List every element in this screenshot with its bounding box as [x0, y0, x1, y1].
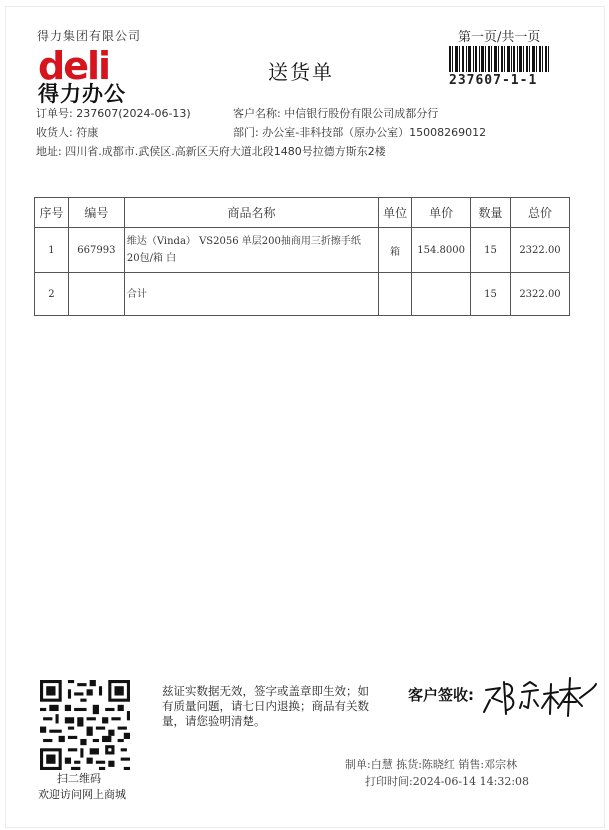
- qr-caption-welcome: 欢迎访问网上商城: [38, 788, 126, 801]
- address: [36, 143, 386, 159]
- table-row: [35, 228, 570, 273]
- receiver-value: 符康: [76, 126, 99, 139]
- qr-caption-scan: 扫二维码: [57, 772, 101, 785]
- customer-name: [233, 105, 438, 121]
- cell-total: 2322.00: [511, 228, 570, 273]
- table-row-summary: [35, 273, 570, 316]
- receiver-label: 收货人:: [36, 126, 73, 139]
- cell-code: 667993: [68, 228, 124, 273]
- deli-logo: [38, 44, 138, 107]
- items-table: [34, 197, 570, 316]
- customer-label: 客户名称:: [233, 107, 281, 120]
- makers-info: 制单:白慧 拣货:陈晓红 销售:邓宗林: [345, 758, 518, 771]
- address-value: 四川省.成都市.武侯区.高新区天府大道北段1480号拉德方斯东2楼: [65, 145, 386, 158]
- order-value: 237607(2024-06-13): [76, 107, 191, 120]
- order-label: 订单号:: [36, 107, 73, 120]
- company-name: 得力集团有限公司: [37, 29, 142, 43]
- table-header-row: [35, 198, 570, 228]
- barcode-icon: [449, 46, 549, 72]
- qr-code-icon: [40, 680, 130, 770]
- cell-no: 2: [35, 273, 69, 316]
- cell-qty: 15: [471, 228, 511, 273]
- address-label: 地址:: [36, 145, 62, 158]
- print-time: 打印时间:2024-06-14 14:32:08: [365, 775, 530, 788]
- dept-value: 办公室-非科技部（原办公室）15008269012: [262, 126, 487, 139]
- col-header-total: 总价: [511, 198, 570, 228]
- cell-code: [68, 273, 124, 316]
- document-title: 送货单: [268, 60, 334, 84]
- col-header-name: 商品名称: [124, 198, 378, 228]
- logo-wordmark: deli: [38, 44, 110, 88]
- handwritten-signature: [480, 672, 598, 720]
- cell-unit: 箱: [379, 228, 412, 273]
- dept-label: 部门:: [233, 126, 259, 139]
- col-header-no: 序号: [35, 198, 69, 228]
- col-header-code: 编号: [68, 198, 124, 228]
- barcode-number: 237607-1-1: [449, 73, 538, 88]
- cell-name: 合计: [124, 273, 378, 316]
- col-header-price: 单价: [412, 198, 471, 228]
- cell-no: 1: [35, 228, 69, 273]
- order-number: [36, 105, 191, 121]
- cell-total: 2322.00: [511, 273, 570, 316]
- cell-name: 维达（Vinda） VS2056 单层200抽商用三折擦手纸 20包/箱 白: [124, 228, 378, 273]
- col-header-qty: 数量: [471, 198, 511, 228]
- logo-chinese: 得力办公: [38, 82, 126, 106]
- cell-qty: 15: [471, 273, 511, 316]
- cell-price: [412, 273, 471, 316]
- notice-text: 兹证实数据无效，签字或盖章即生效；如有质量问题，请七日内退换；商品有关数量，请您验明清楚。: [162, 684, 369, 728]
- customer-value: 中信银行股份有限公司成都分行: [284, 107, 439, 120]
- customer-sign-label: 客户签收:: [408, 686, 474, 704]
- cell-unit: [379, 273, 412, 316]
- page-info: 第一页/共一页: [458, 30, 541, 45]
- cell-price: 154.8000: [412, 228, 471, 273]
- department: [233, 124, 486, 140]
- receiver: [36, 124, 98, 140]
- col-header-unit: 单位: [379, 198, 412, 228]
